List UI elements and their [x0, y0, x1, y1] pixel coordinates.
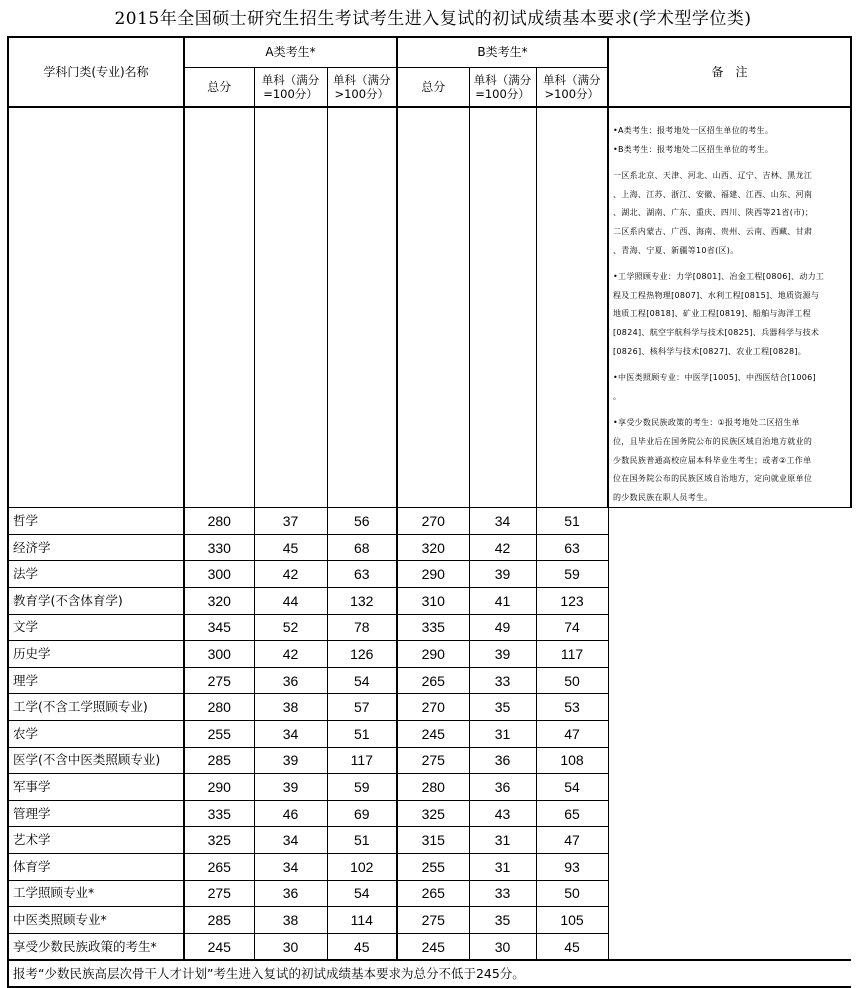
score-cell-a-sgt: 69 [327, 800, 397, 827]
score-cell-b-total: 290 [397, 561, 469, 588]
subject-name: 文学 [8, 614, 184, 641]
score-table [7, 36, 852, 988]
table-row [8, 508, 851, 535]
table-row [8, 880, 851, 907]
note-minority: •享受少数民族政策的考生：①报考地处二区招生单 [613, 418, 800, 428]
table-row [8, 800, 851, 827]
score-cell-b-total: 245 [397, 933, 469, 960]
score-cell-a-sgt: 51 [327, 721, 397, 748]
table-row [8, 667, 851, 694]
score-cell-b-total: 275 [397, 747, 469, 774]
score-cell-b-s100: 39 [469, 561, 536, 588]
table-row [8, 907, 851, 934]
table-row [8, 827, 851, 854]
score-cell-a-s100: 46 [254, 800, 327, 827]
note-b-def: •B类考生：报考地处二区招生单位的考生。 [613, 144, 774, 154]
score-cell-b-total: 310 [397, 588, 469, 615]
note-tcm: •中医类照顾专业：中医学[1005]、中西医结合[1006] [613, 373, 816, 383]
table-row [8, 854, 851, 881]
score-cell-b-sgt: 45 [536, 933, 608, 960]
score-cell-a-total: 300 [184, 561, 254, 588]
table-row [8, 694, 851, 721]
score-cell-a-total: 275 [184, 880, 254, 907]
score-cell-b-sgt: 63 [536, 534, 608, 561]
score-cell-a-sgt: 63 [327, 561, 397, 588]
score-cell-a-sgt: 56 [327, 508, 397, 535]
score-cell-a-s100: 39 [254, 747, 327, 774]
table-row [8, 747, 851, 774]
score-cell-b-sgt: 105 [536, 907, 608, 934]
note-minority: 位在国务院公布的民族区域自治地方，定向就业原单位 [613, 474, 813, 484]
subject-name: 经济学 [8, 534, 184, 561]
score-cell-b-total: 280 [397, 774, 469, 801]
note-minority: 位，且毕业后在国务院公布的民族区域自治地方就业的 [613, 436, 813, 446]
subject-name: 管理学 [8, 800, 184, 827]
score-cell-a-s100: 44 [254, 588, 327, 615]
score-cell-b-s100: 39 [469, 641, 536, 668]
score-cell-b-sgt: 93 [536, 854, 608, 881]
footer-note: 报考“少数民族高层次骨干人才计划”考生进入复试的初试成绩基本要求为总分不低于245分。 [8, 960, 851, 987]
note-region: 一区系北京、天津、河北、山西、辽宁、吉林、黑龙江 [613, 171, 813, 181]
score-cell-b-s100: 31 [469, 721, 536, 748]
table-row [8, 721, 851, 748]
score-cell-b-s100: 42 [469, 534, 536, 561]
score-cell-b-total: 270 [397, 508, 469, 535]
score-cell-b-s100: 36 [469, 747, 536, 774]
table-row [8, 933, 851, 960]
subject-name: 艺术学 [8, 827, 184, 854]
score-cell-a-s100: 34 [254, 721, 327, 748]
score-cell-b-total: 315 [397, 827, 469, 854]
score-cell-a-s100: 38 [254, 907, 327, 934]
score-cell-a-total: 300 [184, 641, 254, 668]
note-region: 、湖北、湖南、广东、重庆、四川、陕西等21省(市)； [613, 208, 814, 218]
score-cell-b-s100: 31 [469, 854, 536, 881]
score-cell-a-s100: 38 [254, 694, 327, 721]
score-cell-b-sgt: 53 [536, 694, 608, 721]
score-cell-a-total: 325 [184, 827, 254, 854]
score-cell-a-sgt: 59 [327, 774, 397, 801]
score-cell-b-total: 325 [397, 800, 469, 827]
score-cell-a-s100: 37 [254, 508, 327, 535]
note-engineering: 程及工程热物理[0807]、水利工程[0815]、地质资源与 [613, 290, 820, 300]
b-single100-header: 单科（满分=100分） [469, 67, 536, 107]
note-minority: 的少数民族在职人员考生。 [613, 492, 713, 502]
score-cell-a-s100: 52 [254, 614, 327, 641]
score-cell-a-total: 320 [184, 588, 254, 615]
score-cell-b-total: 255 [397, 854, 469, 881]
score-cell-a-total: 335 [184, 800, 254, 827]
score-cell-b-s100: 34 [469, 508, 536, 535]
score-cell-a-s100: 42 [254, 641, 327, 668]
score-cell-a-total: 275 [184, 667, 254, 694]
score-cell-b-sgt: 108 [536, 747, 608, 774]
score-cell-b-s100: 43 [469, 800, 536, 827]
score-cell-b-sgt: 50 [536, 667, 608, 694]
score-cell-a-sgt: 114 [327, 907, 397, 934]
score-cell-b-total: 275 [397, 907, 469, 934]
score-cell-a-s100: 34 [254, 854, 327, 881]
score-cell-a-total: 245 [184, 933, 254, 960]
score-cell-a-sgt: 78 [327, 614, 397, 641]
score-cell-b-total: 245 [397, 721, 469, 748]
table-row [8, 641, 851, 668]
score-cell-a-sgt: 51 [327, 827, 397, 854]
score-cell-a-s100: 36 [254, 667, 327, 694]
note-minority: 少数民族普通高校应届本科毕业生考生；或者②工作单 [613, 455, 812, 465]
remarks-header: 备 注 [608, 37, 851, 107]
score-cell-b-total: 320 [397, 534, 469, 561]
subject-name: 理学 [8, 667, 184, 694]
b-singlegt100-header: 单科（满分>100分） [536, 67, 608, 107]
score-cell-b-sgt: 51 [536, 508, 608, 535]
a-group-header: A类考生* [184, 37, 397, 67]
score-cell-b-s100: 33 [469, 667, 536, 694]
score-cell-b-sgt: 65 [536, 800, 608, 827]
note-engineering: •工学照顾专业：力学[0801]、冶金工程[0806]、动力工 [613, 272, 825, 282]
note-engineering: [0826]、核科学与技术[0827]、农业工程[0828]。 [613, 346, 807, 356]
table-row [8, 561, 851, 588]
note-a-def: •A类考生：报考地处一区招生单位的考生。 [613, 126, 774, 135]
subject-name: 医学(不含中医类照顾专业) [8, 747, 184, 774]
subject-name: 工学(不含工学照顾专业) [8, 694, 184, 721]
subject-name: 历史学 [8, 641, 184, 668]
note-engineering: 地质工程[0818]、矿业工程[0819]、船舶与海洋工程 [613, 309, 811, 319]
score-cell-a-sgt: 126 [327, 641, 397, 668]
subject-name: 享受少数民族政策的考生* [8, 933, 184, 960]
score-cell-b-sgt: 74 [536, 614, 608, 641]
score-cell-b-sgt: 47 [536, 721, 608, 748]
score-cell-a-total: 285 [184, 907, 254, 934]
score-cell-b-s100: 36 [469, 774, 536, 801]
table-row [8, 774, 851, 801]
score-cell-a-sgt: 117 [327, 747, 397, 774]
note-region: 、上海、江苏、浙江、安徽、福建、江西、山东、河南 [613, 189, 813, 199]
a-single100-header: 单科（满分=100分） [254, 67, 327, 107]
page-title: 2015年全国硕士研究生招生考试考生进入复试的初试成绩基本要求(学术型学位类) [114, 9, 752, 29]
subject-name: 中医类照顾专业* [8, 907, 184, 934]
score-cell-b-total: 270 [397, 694, 469, 721]
score-cell-a-total: 255 [184, 721, 254, 748]
score-cell-b-sgt: 50 [536, 880, 608, 907]
b-group-header: B类考生* [397, 37, 608, 67]
note-region: 二区系内蒙古、广西、海南、贵州、云南、西藏、甘肃 [613, 226, 813, 236]
score-cell-b-total: 265 [397, 667, 469, 694]
subject-name: 体育学 [8, 854, 184, 881]
score-cell-b-sgt: 54 [536, 774, 608, 801]
score-cell-b-total: 265 [397, 880, 469, 907]
score-cell-b-s100: 30 [469, 933, 536, 960]
score-cell-b-sgt: 47 [536, 827, 608, 854]
table-row [8, 534, 851, 561]
score-cell-a-total: 285 [184, 747, 254, 774]
score-cell-a-sgt: 132 [327, 588, 397, 615]
score-cell-a-total: 290 [184, 774, 254, 801]
score-cell-a-total: 280 [184, 508, 254, 535]
subject-name: 工学照顾专业* [8, 880, 184, 907]
score-cell-a-total: 345 [184, 614, 254, 641]
score-cell-a-total: 265 [184, 854, 254, 881]
score-cell-a-total: 330 [184, 534, 254, 561]
score-cell-b-s100: 33 [469, 880, 536, 907]
score-cell-b-sgt: 117 [536, 641, 608, 668]
score-cell-a-sgt: 57 [327, 694, 397, 721]
a-singlegt100-header: 单科（满分>100分） [327, 67, 397, 107]
score-cell-b-s100: 31 [469, 827, 536, 854]
score-cell-a-sgt: 102 [327, 854, 397, 881]
score-cell-b-s100: 35 [469, 907, 536, 934]
subject-name: 法学 [8, 561, 184, 588]
score-cell-a-sgt: 45 [327, 933, 397, 960]
note-engineering: [0824]、航空宇航科学与技术[0825]、兵器科学与技术 [613, 327, 820, 337]
table-row [8, 588, 851, 615]
score-cell-b-s100: 49 [469, 614, 536, 641]
score-cell-b-total: 290 [397, 641, 469, 668]
note-tcm: 。 [613, 391, 622, 401]
score-cell-a-sgt: 54 [327, 667, 397, 694]
score-cell-a-s100: 36 [254, 880, 327, 907]
score-cell-a-s100: 30 [254, 933, 327, 960]
score-cell-a-sgt: 68 [327, 534, 397, 561]
score-cell-b-s100: 35 [469, 694, 536, 721]
table-row [8, 614, 851, 641]
subject-name: 农学 [8, 721, 184, 748]
subject-name: 教育学(不含体育学) [8, 588, 184, 615]
score-cell-b-total: 335 [397, 614, 469, 641]
score-cell-a-sgt: 54 [327, 880, 397, 907]
score-cell-b-sgt: 123 [536, 588, 608, 615]
remarks-notes [608, 107, 851, 508]
score-cell-a-s100: 42 [254, 561, 327, 588]
subject-header: 学科门类(专业)名称 [8, 37, 184, 107]
score-cell-a-s100: 45 [254, 534, 327, 561]
score-cell-b-sgt: 59 [536, 561, 608, 588]
score-cell-a-total: 280 [184, 694, 254, 721]
a-total-header: 总分 [184, 67, 254, 107]
b-total-header: 总分 [397, 67, 469, 107]
note-region: 、青海、宁夏、新疆等10省(区)。 [613, 245, 739, 255]
subject-name: 军事学 [8, 774, 184, 801]
score-cell-b-s100: 41 [469, 588, 536, 615]
subject-name: 哲学 [8, 508, 184, 535]
score-cell-a-s100: 34 [254, 827, 327, 854]
score-cell-a-s100: 39 [254, 774, 327, 801]
